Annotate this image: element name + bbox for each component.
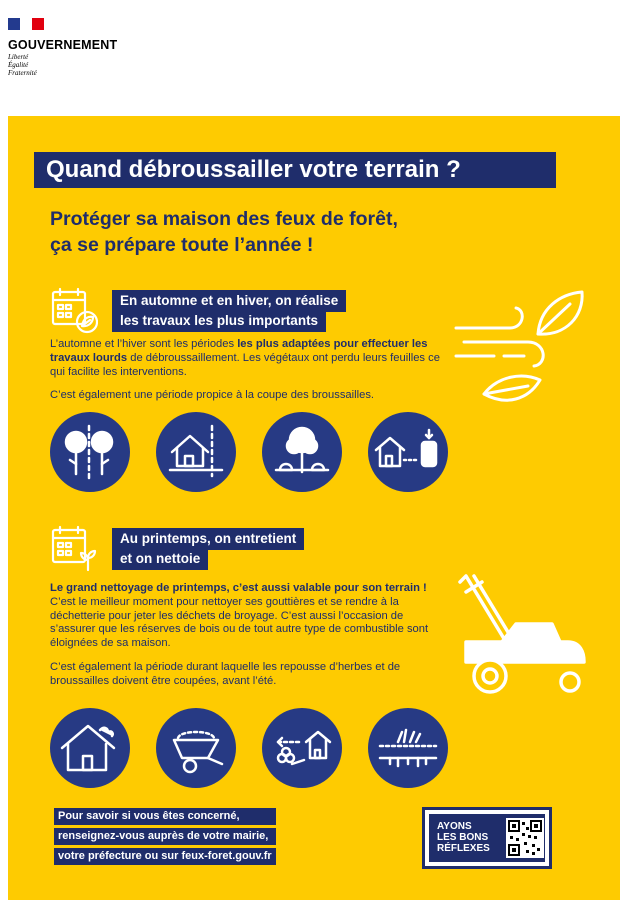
wood-distance-house-icon [262, 708, 342, 788]
house-roof-gutter-icon [50, 708, 130, 788]
wheelbarrow-icon [156, 708, 236, 788]
house-fence-icon [156, 412, 236, 492]
footer-info: Pour savoir si vous êtes concerné, renseignez-vous auprès de votre mairie, votre préfecture ou sur feux-foret.gouv.fr [54, 808, 276, 868]
motto: Liberté Égalité Fraternité [8, 53, 37, 77]
lawnmower-icon [456, 572, 592, 702]
calendar-plant-icon [50, 524, 98, 572]
section1-title-line2: les travaux les plus importants [112, 310, 326, 332]
calendar-leaf-icon [50, 286, 98, 334]
grass-cutting-icon [368, 708, 448, 788]
section1-title: En automne et en hiver, on réalise [112, 290, 346, 312]
reflexes-badge [422, 807, 552, 869]
section2-text: Le grand nettoyage de printemps, c’est aussi valable pour son terrain ! C’est le meilleur moment pour nettoyer ses gouttières et se rendre à la déchetterie pour jeter les déchets de broyage. C’est aussi l’occasion de s’assurer que les réserves de bois ou de tout autre type de combustible sont éloignées de sa maison. C’est également la période durant laquelle les repousse d’herbes et de broussailles doivent être coupées, avant l’été. [50, 582, 429, 687]
qr-code-icon[interactable] [506, 818, 544, 858]
wind-leaves-icon [454, 286, 594, 416]
section2-title: Au printemps, on entretient [112, 528, 304, 550]
trees-cut-icon [50, 412, 130, 492]
badge-text: AYONS LES BONS RÉFLEXES [437, 821, 490, 854]
house-woodpile-icon [368, 412, 448, 492]
government-logo [8, 18, 117, 77]
poster-subtitle: Protéger sa maison des feux de forêt, ça se prépare toute l’année ! [50, 208, 398, 256]
tree-bushes-icon [262, 412, 342, 492]
poster [8, 116, 620, 900]
gov-name: GOUVERNEMENT [8, 38, 118, 52]
poster-title: Quand débroussailler votre terrain ? [34, 152, 556, 188]
section1-text: L’automne et l’hiver sont les périodes les plus adaptées pour effectuer les travaux lourds de débroussaillement. Les végétaux ont perdu leurs feuilles ce qui facilite les interventions. C’est également une période propice à la coupe des broussailles. [50, 338, 440, 402]
marianne-flag-icon [8, 18, 44, 30]
section2-title-line2: et on nettoie [112, 548, 208, 570]
